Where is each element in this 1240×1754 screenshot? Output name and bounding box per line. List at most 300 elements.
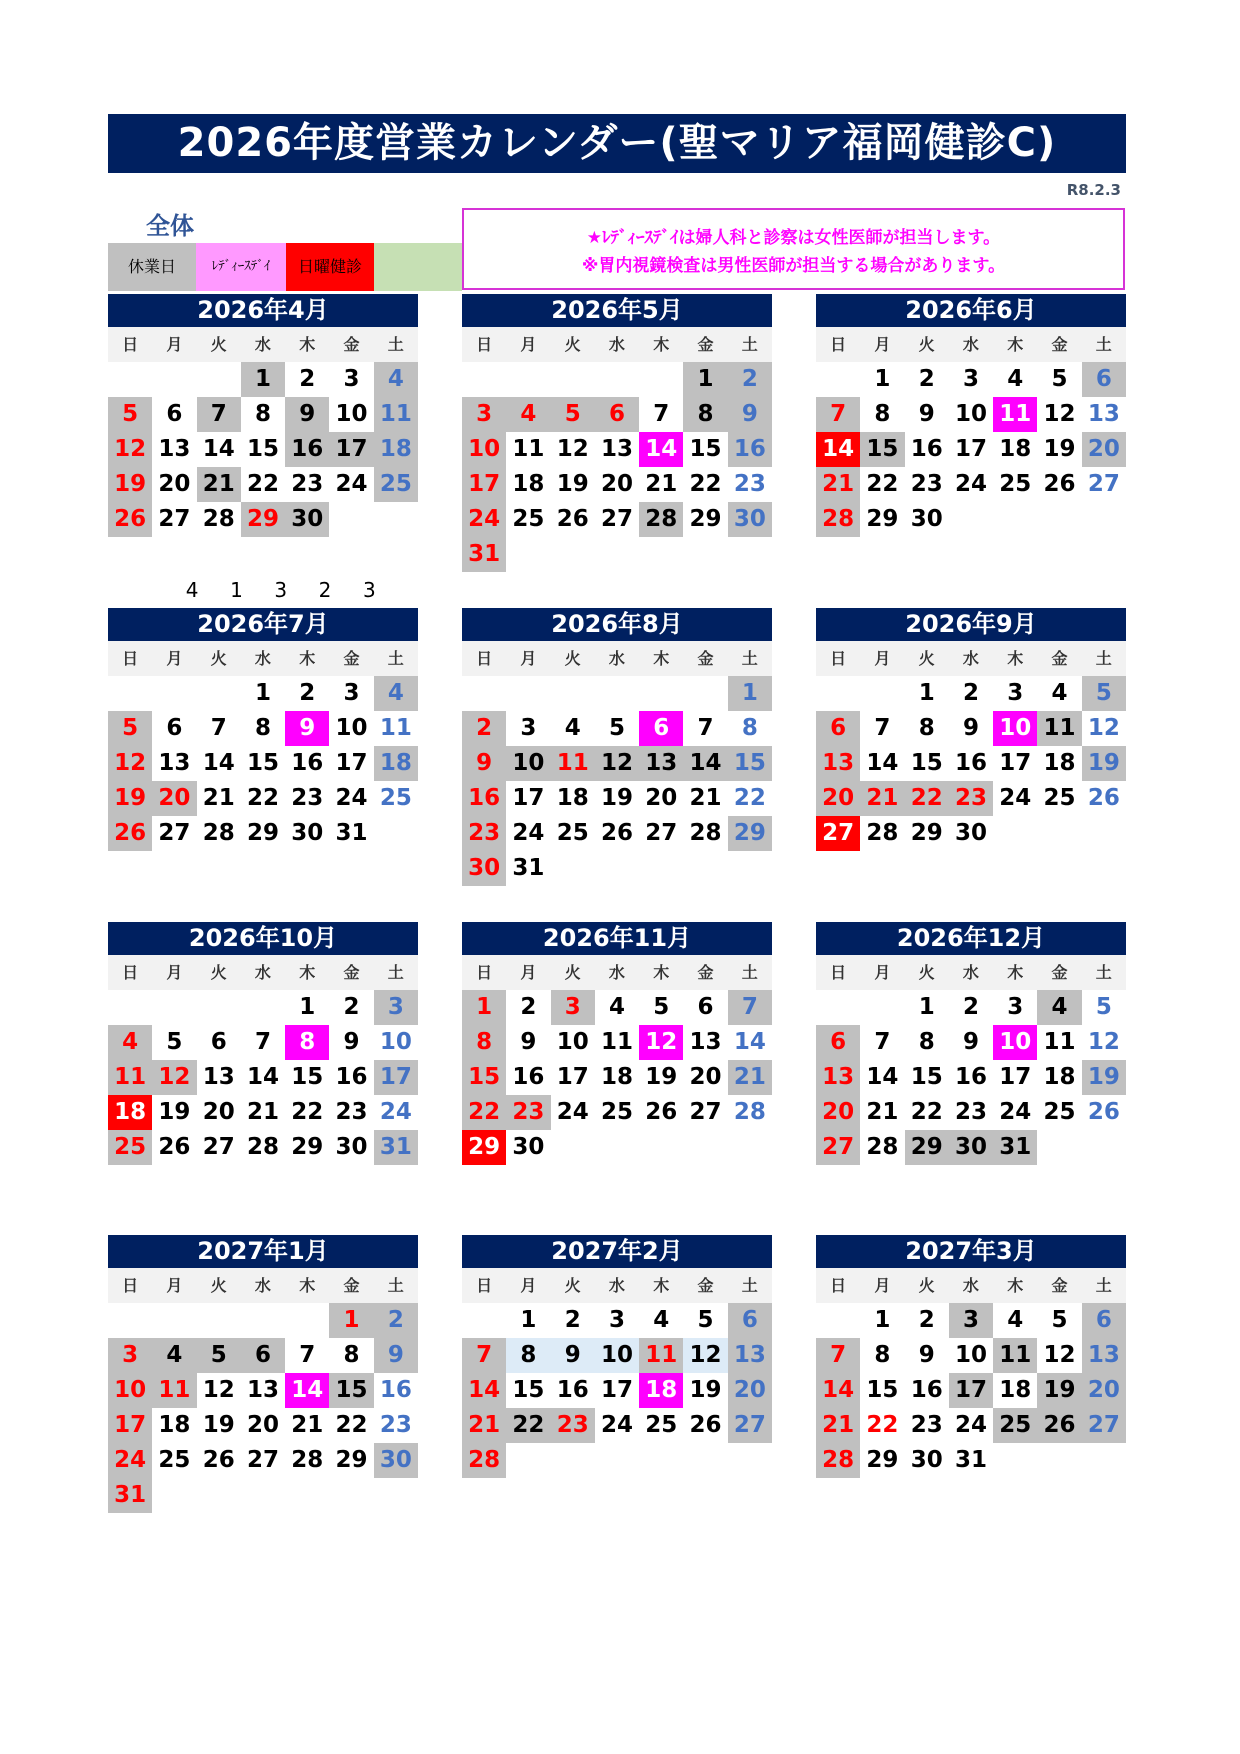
day-cell: 10 xyxy=(379,1029,412,1055)
day-cell: 17 xyxy=(954,436,987,462)
day-cell: 21 xyxy=(202,785,235,811)
day-cell: 19 xyxy=(1043,436,1076,462)
weekday-label: 土 xyxy=(1095,335,1112,354)
month-title: 2026年9月 xyxy=(816,608,1126,641)
day-cell: 9 xyxy=(462,746,506,781)
day-cell: 10 xyxy=(954,401,987,427)
notice-line-2: ※胃内視鏡検査は男性医師が担当する場合があります。 xyxy=(581,256,1006,276)
day-cell: 18 xyxy=(600,1064,633,1090)
month-calendar xyxy=(108,608,418,851)
day-cell: 24 xyxy=(954,1412,987,1438)
day-cell: 29 xyxy=(728,816,772,851)
day-cell: 26 xyxy=(158,1134,191,1160)
day-cell: 9 xyxy=(962,715,979,741)
day-cell: 1 xyxy=(874,366,891,392)
day-grid xyxy=(462,362,772,572)
day-cell: 27 xyxy=(158,506,191,532)
day-cell: 27 xyxy=(1082,1408,1126,1443)
day-cell: 15 xyxy=(689,436,722,462)
day-cell: 29 xyxy=(241,502,285,537)
day-cell: 15 xyxy=(860,432,904,467)
day-cell: 4 xyxy=(374,362,418,397)
day-cell: 29 xyxy=(246,820,279,846)
stray-number-row xyxy=(170,578,391,602)
day-cell: 6 xyxy=(166,715,183,741)
legend-sunday-exam: 日曜健診 xyxy=(286,243,374,291)
day-cell: 4 xyxy=(506,397,550,432)
day-cell: 1 xyxy=(520,1307,537,1333)
day-cell: 8 xyxy=(874,401,891,427)
legend-blank xyxy=(374,243,462,291)
empty-cell xyxy=(152,1303,196,1338)
weekday-label: 木 xyxy=(1007,649,1024,668)
day-cell: 12 xyxy=(556,436,589,462)
weekday-label: 金 xyxy=(343,649,360,668)
day-cell: 5 xyxy=(1082,676,1126,711)
empty-cell xyxy=(152,676,196,711)
day-cell: 6 xyxy=(816,711,860,746)
weekday-label: 月 xyxy=(166,963,183,982)
day-cell: 3 xyxy=(1007,680,1024,706)
day-cell: 20 xyxy=(1082,432,1126,467)
day-cell: 5 xyxy=(1095,994,1112,1020)
empty-cell xyxy=(639,676,683,711)
day-cell: 25 xyxy=(999,471,1032,497)
day-cell: 23 xyxy=(551,1408,595,1443)
day-cell: 3 xyxy=(962,366,979,392)
day-cell: 13 xyxy=(600,436,633,462)
day-cell: 28 xyxy=(689,820,722,846)
month-title: 2027年1月 xyxy=(108,1235,418,1268)
month-calendar xyxy=(816,294,1126,537)
day-cell: 14 xyxy=(639,432,683,467)
day-cell: 30 xyxy=(512,1134,545,1160)
month-calendar xyxy=(108,1235,418,1513)
weekday-header xyxy=(108,955,418,990)
empty-cell xyxy=(860,990,904,1025)
day-cell: 28 xyxy=(246,1134,279,1160)
day-cell: 7 xyxy=(299,1342,316,1368)
month-title: 2026年7月 xyxy=(108,608,418,641)
day-cell: 16 xyxy=(335,1064,368,1090)
weekday-label: 日 xyxy=(830,963,847,982)
empty-cell xyxy=(595,676,639,711)
day-cell: 16 xyxy=(291,750,324,776)
day-cell: 20 xyxy=(816,781,860,816)
weekday-label: 火 xyxy=(918,963,935,982)
weekday-label: 月 xyxy=(520,963,537,982)
day-cell: 24 xyxy=(335,785,368,811)
month-calendar xyxy=(816,922,1126,1165)
day-cell: 20 xyxy=(600,471,633,497)
empty-cell xyxy=(108,676,152,711)
day-cell: 27 xyxy=(816,816,860,851)
day-cell: 8 xyxy=(254,401,271,427)
day-cell: 23 xyxy=(949,781,993,816)
month-title: 2026年4月 xyxy=(108,294,418,327)
weekday-label: 木 xyxy=(1007,963,1024,982)
day-cell: 22 xyxy=(291,1099,324,1125)
day-cell: 31 xyxy=(335,820,368,846)
day-cell: 7 xyxy=(874,1029,891,1055)
day-cell: 3 xyxy=(949,1303,993,1338)
weekday-label: 火 xyxy=(918,335,935,354)
day-cell: 4 xyxy=(108,1025,152,1060)
day-cell: 17 xyxy=(999,1064,1032,1090)
day-cell: 3 xyxy=(374,990,418,1025)
empty-cell xyxy=(816,676,860,711)
day-cell: 14 xyxy=(202,750,235,776)
weekday-label: 金 xyxy=(343,1276,360,1295)
day-grid xyxy=(108,676,418,851)
day-cell: 18 xyxy=(374,432,418,467)
day-cell: 20 xyxy=(158,471,191,497)
day-cell: 15 xyxy=(246,750,279,776)
day-cell: 13 xyxy=(689,1029,722,1055)
weekday-label: 日 xyxy=(122,963,139,982)
weekday-label: 金 xyxy=(1051,649,1068,668)
day-cell: 26 xyxy=(1087,785,1120,811)
weekday-label: 水 xyxy=(254,963,271,982)
day-cell: 21 xyxy=(816,1408,860,1443)
day-cell: 2 xyxy=(564,1307,581,1333)
day-cell: 8 xyxy=(254,715,271,741)
weekday-label: 土 xyxy=(387,1276,404,1295)
day-cell: 7 xyxy=(254,1029,271,1055)
day-cell: 19 xyxy=(1037,1373,1081,1408)
day-cell: 16 xyxy=(379,1377,412,1403)
weekday-header xyxy=(462,955,772,990)
weekday-label: 金 xyxy=(343,963,360,982)
day-cell: 8 xyxy=(741,715,758,741)
day-cell: 29 xyxy=(689,506,722,532)
day-cell: 27 xyxy=(816,1130,860,1165)
day-cell: 27 xyxy=(158,820,191,846)
weekday-label: 木 xyxy=(299,1276,316,1295)
weekday-label: 日 xyxy=(830,649,847,668)
day-cell: 27 xyxy=(1087,471,1120,497)
day-cell: 13 xyxy=(728,1338,772,1373)
day-cell: 17 xyxy=(999,750,1032,776)
day-grid xyxy=(816,362,1126,537)
day-cell: 30 xyxy=(910,506,943,532)
day-cell: 14 xyxy=(462,1373,506,1408)
day-cell: 7 xyxy=(653,401,670,427)
day-cell: 28 xyxy=(202,820,235,846)
day-cell: 9 xyxy=(343,1029,360,1055)
day-cell: 13 xyxy=(639,746,683,781)
day-cell: 2 xyxy=(462,711,506,746)
day-cell: 30 xyxy=(285,502,329,537)
day-cell: 14 xyxy=(866,750,899,776)
weekday-label: 月 xyxy=(520,649,537,668)
day-cell: 13 xyxy=(158,436,191,462)
day-cell: 6 xyxy=(816,1025,860,1060)
day-cell: 14 xyxy=(683,746,727,781)
day-cell: 5 xyxy=(1051,1307,1068,1333)
day-cell: 1 xyxy=(329,1303,373,1338)
day-cell: 21 xyxy=(246,1099,279,1125)
day-cell: 3 xyxy=(343,680,360,706)
day-cell: 21 xyxy=(866,1099,899,1125)
day-cell: 12 xyxy=(1087,1029,1120,1055)
day-cell: 23 xyxy=(335,1099,368,1125)
weekday-label: 水 xyxy=(962,335,979,354)
day-cell: 5 xyxy=(608,715,625,741)
weekday-label: 月 xyxy=(520,1276,537,1295)
day-cell: 18 xyxy=(1043,1064,1076,1090)
day-cell: 4 xyxy=(1051,680,1068,706)
day-cell: 27 xyxy=(689,1099,722,1125)
day-cell: 7 xyxy=(728,990,772,1025)
empty-cell xyxy=(816,990,860,1025)
day-cell: 22 xyxy=(905,781,949,816)
day-cell: 7 xyxy=(874,715,891,741)
day-cell: 1 xyxy=(683,362,727,397)
day-cell: 17 xyxy=(556,1064,589,1090)
day-cell: 17 xyxy=(335,750,368,776)
day-cell: 16 xyxy=(512,1064,545,1090)
day-cell: 21 xyxy=(291,1412,324,1438)
weekday-label: 日 xyxy=(830,335,847,354)
day-cell: 23 xyxy=(462,816,506,851)
day-cell: 22 xyxy=(866,1412,899,1438)
weekday-label: 火 xyxy=(210,1276,227,1295)
weekday-label: 火 xyxy=(564,963,581,982)
day-cell: 18 xyxy=(556,785,589,811)
day-cell: 3 xyxy=(462,397,506,432)
day-cell: 21 xyxy=(860,781,904,816)
day-cell: 11 xyxy=(512,436,545,462)
weekday-label: 土 xyxy=(1095,963,1112,982)
day-cell: 5 xyxy=(1051,366,1068,392)
weekday-label: 月 xyxy=(874,649,891,668)
weekday-label: 日 xyxy=(476,963,493,982)
day-cell: 2 xyxy=(374,1303,418,1338)
day-cell: 6 xyxy=(210,1029,227,1055)
day-cell: 10 xyxy=(556,1029,589,1055)
day-cell: 18 xyxy=(158,1412,191,1438)
day-cell: 24 xyxy=(462,502,506,537)
day-cell: 30 xyxy=(462,851,506,886)
day-cell: 1 xyxy=(254,680,271,706)
weekday-header xyxy=(462,1268,772,1303)
day-cell: 11 xyxy=(152,1373,196,1408)
empty-cell xyxy=(551,676,595,711)
weekday-label: 金 xyxy=(697,649,714,668)
weekday-label: 日 xyxy=(122,1276,139,1295)
empty-cell xyxy=(462,362,506,397)
day-cell: 3 xyxy=(551,990,595,1025)
empty-cell xyxy=(506,676,550,711)
weekday-label: 木 xyxy=(653,1276,670,1295)
day-cell: 28 xyxy=(816,1443,860,1478)
day-cell: 14 xyxy=(733,1029,766,1055)
weekday-label: 月 xyxy=(166,335,183,354)
month-title: 2027年3月 xyxy=(816,1235,1126,1268)
month-title: 2026年11月 xyxy=(462,922,772,955)
day-grid xyxy=(462,676,772,886)
day-cell: 12 xyxy=(595,746,639,781)
day-cell: 6 xyxy=(241,1338,285,1373)
day-cell: 28 xyxy=(462,1443,506,1478)
day-cell: 24 xyxy=(335,471,368,497)
day-cell: 22 xyxy=(246,785,279,811)
day-cell: 24 xyxy=(108,1443,152,1478)
day-cell: 20 xyxy=(816,1095,860,1130)
weekday-label: 火 xyxy=(918,1276,935,1295)
day-cell: 15 xyxy=(866,1377,899,1403)
day-cell: 13 xyxy=(816,1060,860,1095)
day-cell: 2 xyxy=(918,366,935,392)
day-cell: 23 xyxy=(910,1412,943,1438)
empty-cell xyxy=(197,362,241,397)
day-cell: 22 xyxy=(689,471,722,497)
day-cell: 6 xyxy=(639,711,683,746)
legend-ladies-day: ﾚﾃﾞｨｰｽﾃﾞｲ xyxy=(196,243,286,291)
day-cell: 27 xyxy=(600,506,633,532)
empty-cell xyxy=(197,676,241,711)
day-cell: 5 xyxy=(166,1029,183,1055)
weekday-label: 水 xyxy=(254,335,271,354)
weekday-label: 土 xyxy=(741,649,758,668)
day-cell: 12 xyxy=(1087,715,1120,741)
weekday-label: 火 xyxy=(210,335,227,354)
day-cell: 8 xyxy=(343,1342,360,1368)
day-cell: 2 xyxy=(962,994,979,1020)
day-cell: 8 xyxy=(285,1025,329,1060)
empty-cell xyxy=(241,1303,285,1338)
month-calendar xyxy=(462,1235,772,1478)
day-cell: 12 xyxy=(1043,401,1076,427)
day-cell: 29 xyxy=(462,1130,506,1165)
day-cell: 30 xyxy=(291,820,324,846)
day-cell: 30 xyxy=(954,820,987,846)
day-cell: 16 xyxy=(954,750,987,776)
day-cell: 26 xyxy=(1043,471,1076,497)
empty-cell xyxy=(108,362,152,397)
day-cell: 1 xyxy=(462,990,506,1025)
day-cell: 18 xyxy=(999,436,1032,462)
empty-cell xyxy=(462,1303,506,1338)
weekday-label: 月 xyxy=(874,335,891,354)
day-cell: 26 xyxy=(108,816,152,851)
weekday-label: 水 xyxy=(608,963,625,982)
weekday-label: 土 xyxy=(741,1276,758,1295)
day-cell: 26 xyxy=(202,1447,235,1473)
day-cell: 9 xyxy=(285,711,329,746)
day-cell: 27 xyxy=(246,1447,279,1473)
weekday-label: 金 xyxy=(1051,335,1068,354)
day-cell: 29 xyxy=(866,506,899,532)
month-calendar xyxy=(816,1235,1126,1478)
day-cell: 10 xyxy=(335,401,368,427)
day-cell: 9 xyxy=(962,1029,979,1055)
empty-cell xyxy=(595,362,639,397)
weekday-label: 月 xyxy=(520,335,537,354)
day-cell: 13 xyxy=(816,746,860,781)
day-cell: 22 xyxy=(506,1408,550,1443)
weekday-label: 月 xyxy=(166,649,183,668)
empty-cell xyxy=(506,362,550,397)
day-cell: 26 xyxy=(556,506,589,532)
day-cell: 7 xyxy=(210,715,227,741)
month-title: 2027年2月 xyxy=(462,1235,772,1268)
weekday-label: 火 xyxy=(564,649,581,668)
day-cell: 28 xyxy=(639,502,683,537)
month-calendar xyxy=(462,922,772,1165)
day-cell: 20 xyxy=(246,1412,279,1438)
day-cell: 26 xyxy=(1087,1099,1120,1125)
weekday-label: 日 xyxy=(122,649,139,668)
day-cell: 12 xyxy=(152,1060,196,1095)
day-cell: 8 xyxy=(683,397,727,432)
day-cell: 5 xyxy=(697,1307,714,1333)
day-cell: 28 xyxy=(866,820,899,846)
weekday-label: 水 xyxy=(608,335,625,354)
day-cell: 26 xyxy=(1037,1408,1081,1443)
day-cell: 10 xyxy=(335,715,368,741)
day-cell: 18 xyxy=(108,1095,152,1130)
stray-number: 3 xyxy=(362,578,376,602)
day-cell: 29 xyxy=(905,1130,949,1165)
day-cell: 17 xyxy=(512,785,545,811)
day-cell: 12 xyxy=(683,1338,727,1373)
scope-label: 全体 xyxy=(146,212,194,240)
empty-cell xyxy=(816,1303,860,1338)
weekday-header xyxy=(108,1268,418,1303)
weekday-label: 金 xyxy=(1051,1276,1068,1295)
day-cell: 25 xyxy=(108,1130,152,1165)
day-cell: 10 xyxy=(462,432,506,467)
day-grid xyxy=(108,1303,418,1513)
day-cell: 6 xyxy=(1082,362,1126,397)
day-cell: 24 xyxy=(954,471,987,497)
day-cell: 8 xyxy=(506,1338,550,1373)
day-cell: 4 xyxy=(608,994,625,1020)
day-cell: 20 xyxy=(152,781,196,816)
day-cell: 8 xyxy=(918,1029,935,1055)
day-cell: 17 xyxy=(600,1377,633,1403)
day-cell: 9 xyxy=(918,1342,935,1368)
day-cell: 5 xyxy=(551,397,595,432)
day-cell: 19 xyxy=(689,1377,722,1403)
day-cell: 29 xyxy=(291,1134,324,1160)
day-cell: 10 xyxy=(506,746,550,781)
day-cell: 31 xyxy=(462,537,506,572)
weekday-header xyxy=(816,1268,1126,1303)
day-cell: 11 xyxy=(993,1338,1037,1373)
day-cell: 7 xyxy=(197,397,241,432)
day-cell: 15 xyxy=(462,1060,506,1095)
day-cell: 22 xyxy=(910,1099,943,1125)
day-cell: 1 xyxy=(728,676,772,711)
stray-number: 4 xyxy=(185,578,199,602)
day-cell: 11 xyxy=(108,1060,152,1095)
day-cell: 11 xyxy=(600,1029,633,1055)
day-cell: 12 xyxy=(108,746,152,781)
day-cell: 2 xyxy=(728,362,772,397)
day-cell: 7 xyxy=(697,715,714,741)
day-cell: 3 xyxy=(1007,994,1024,1020)
month-title: 2026年5月 xyxy=(462,294,772,327)
day-cell: 5 xyxy=(108,711,152,746)
day-cell: 18 xyxy=(999,1377,1032,1403)
day-grid xyxy=(816,1303,1126,1478)
day-cell: 18 xyxy=(512,471,545,497)
day-cell: 23 xyxy=(954,1099,987,1125)
day-cell: 19 xyxy=(108,467,152,502)
